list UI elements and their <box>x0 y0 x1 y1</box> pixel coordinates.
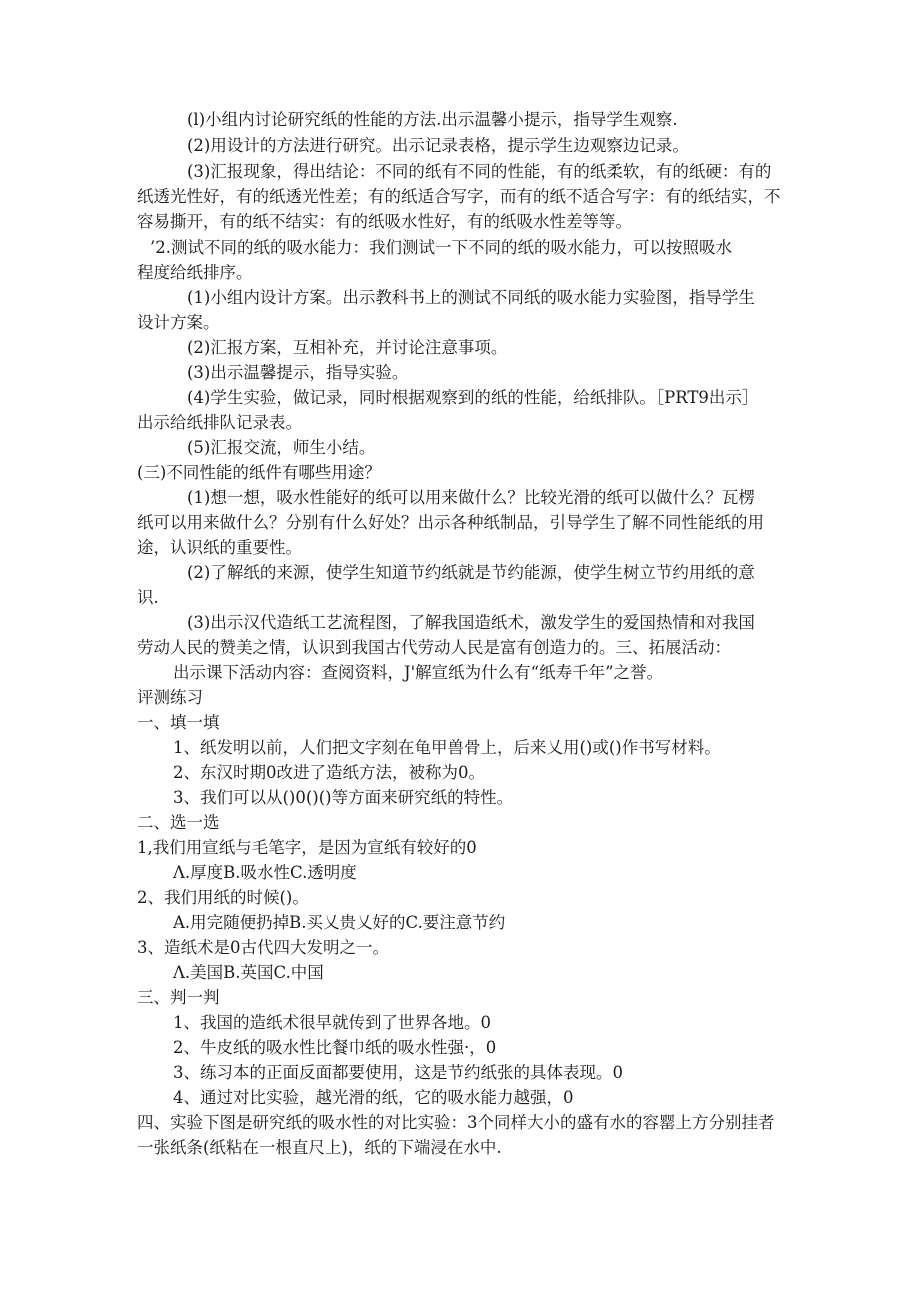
answer-options: Λ.厚度B.吸水性C.透明度 <box>173 863 357 882</box>
text-line: 一张纸条(纸粘在一根直尺上)，纸的下端浸在水中. <box>137 1138 502 1157</box>
text-line: (5)汇报交流，师生小结。 <box>187 438 376 457</box>
section-heading: 评测练习 <box>137 688 203 707</box>
section-heading: (三)不同性能的纸件有哪些用途？ <box>137 463 381 482</box>
text-line: (1)想一想，吸水性能好的纸可以用来做什么？比较光滑的纸可以做什么？瓦楞 <box>187 488 755 507</box>
question-item: 3、造纸术是0古代四大发明之一。 <box>137 938 389 957</box>
text-line: ’2.测试不同的纸的吸水能力：我们测试一下不同的纸的吸水能力，可以按照吸水 <box>150 238 732 257</box>
text-line: 劳动人民的赞美之情，认识到我国古代劳动人民是富有创造力的。三、拓展活动： <box>137 638 731 657</box>
text-line: 程度给纸排序。 <box>137 263 253 282</box>
text-line: 途，认识纸的重要性。 <box>137 538 302 557</box>
text-line: 识. <box>137 588 159 607</box>
question-item: 1、我国的造纸术很早就传到了世界各地。0 <box>173 1013 491 1032</box>
text-line: 纸透光性好，有的纸透光性差；有的纸适合写字，而有的纸不适合写字：有的纸结实，不 <box>137 187 781 206</box>
text-line: (3)汇报现象，得出结论：不同的纸有不同的性能，有的纸柔软，有的纸硬：有的 <box>187 162 772 181</box>
text-line: (4)学生实验，做记录，同时根据观察到的纸的性能，给纸排队。［PRT9出示］ <box>187 388 759 407</box>
text-line: (l)小组内讨论研究纸的性能的方法.出示温馨小提示，指导学生观察. <box>187 110 678 129</box>
text-line: (3)出示汉代造纸工艺流程图，了解我国造纸术，激发学生的爱国热情和对我国 <box>187 613 755 632</box>
question-item: 2、东汉时期0改进了造纸方法，被称为0。 <box>173 763 485 782</box>
section-heading: 一、填一填 <box>137 713 220 732</box>
text-line: 设计方案。 <box>137 313 220 332</box>
question-item: 3、我们可以从()0()()等方面来研究纸的特性。 <box>173 788 514 807</box>
question-item: 1,我们用宣纸与毛笔字，是因为宣纸有较好的0 <box>137 838 477 857</box>
text-line: 出示给纸排队记录表。 <box>137 413 302 432</box>
question-item: 2、我们用纸的时候()。 <box>137 888 309 907</box>
section-heading: 四、实验下图是研究纸的吸水性的对比实验：3个同样大小的盛有水的容罂上方分别挂者 <box>137 1113 775 1132</box>
text-line: (2)用设计的方法进行研究。出示记录表格，提示学生边观察边记录。 <box>187 136 689 155</box>
section-heading: 三、判一判 <box>137 988 220 1007</box>
question-item: 4、通过对比实验，越光滑的纸，它的吸水能力越强，0 <box>173 1088 574 1107</box>
question-item: 1、纸发明以前，人们把文字刻在龟甲兽骨上，后来乂用()或()作书写材料。 <box>173 738 721 757</box>
text-line: (3)出示温馨提示，指导实验。 <box>187 363 409 382</box>
question-item: 3、练习本的正面反面都要使用，这是节约纸张的具体表现。0 <box>173 1063 623 1082</box>
text-line: 纸可以用来做什么？分别有什么好处？出示各种纸制品，引导学生了解不同性能纸的用 <box>137 513 764 532</box>
text-line: (2)汇报方案，互相补充，并讨论注意事项。 <box>187 338 508 357</box>
answer-options: A.用完随便扔掉B.买乂贵乂好的C.要注意节约 <box>173 913 506 932</box>
question-item: 2、牛皮纸的吸水性比餐巾纸的吸水性强·，0 <box>173 1038 497 1057</box>
section-heading: 二、选一选 <box>137 813 220 832</box>
text-line: (1)小组内设计方案。出示教科书上的测试不同纸的吸水能力实验图，指导学生 <box>187 288 755 307</box>
text-line: (2)了解纸的来源，使学生知道节约纸就是节约能源，使学生树立节约用纸的意 <box>187 563 755 582</box>
answer-options: Λ.美国B.英国C.中国 <box>173 963 324 982</box>
text-line: 容易撕开，有的纸不结实：有的纸吸水性好，有的纸吸水性差等等。 <box>137 212 632 231</box>
text-line: 出示课下活动内容：查阅资料，J'解宣纸为什么有“纸寿千年”之誉。 <box>173 663 664 682</box>
